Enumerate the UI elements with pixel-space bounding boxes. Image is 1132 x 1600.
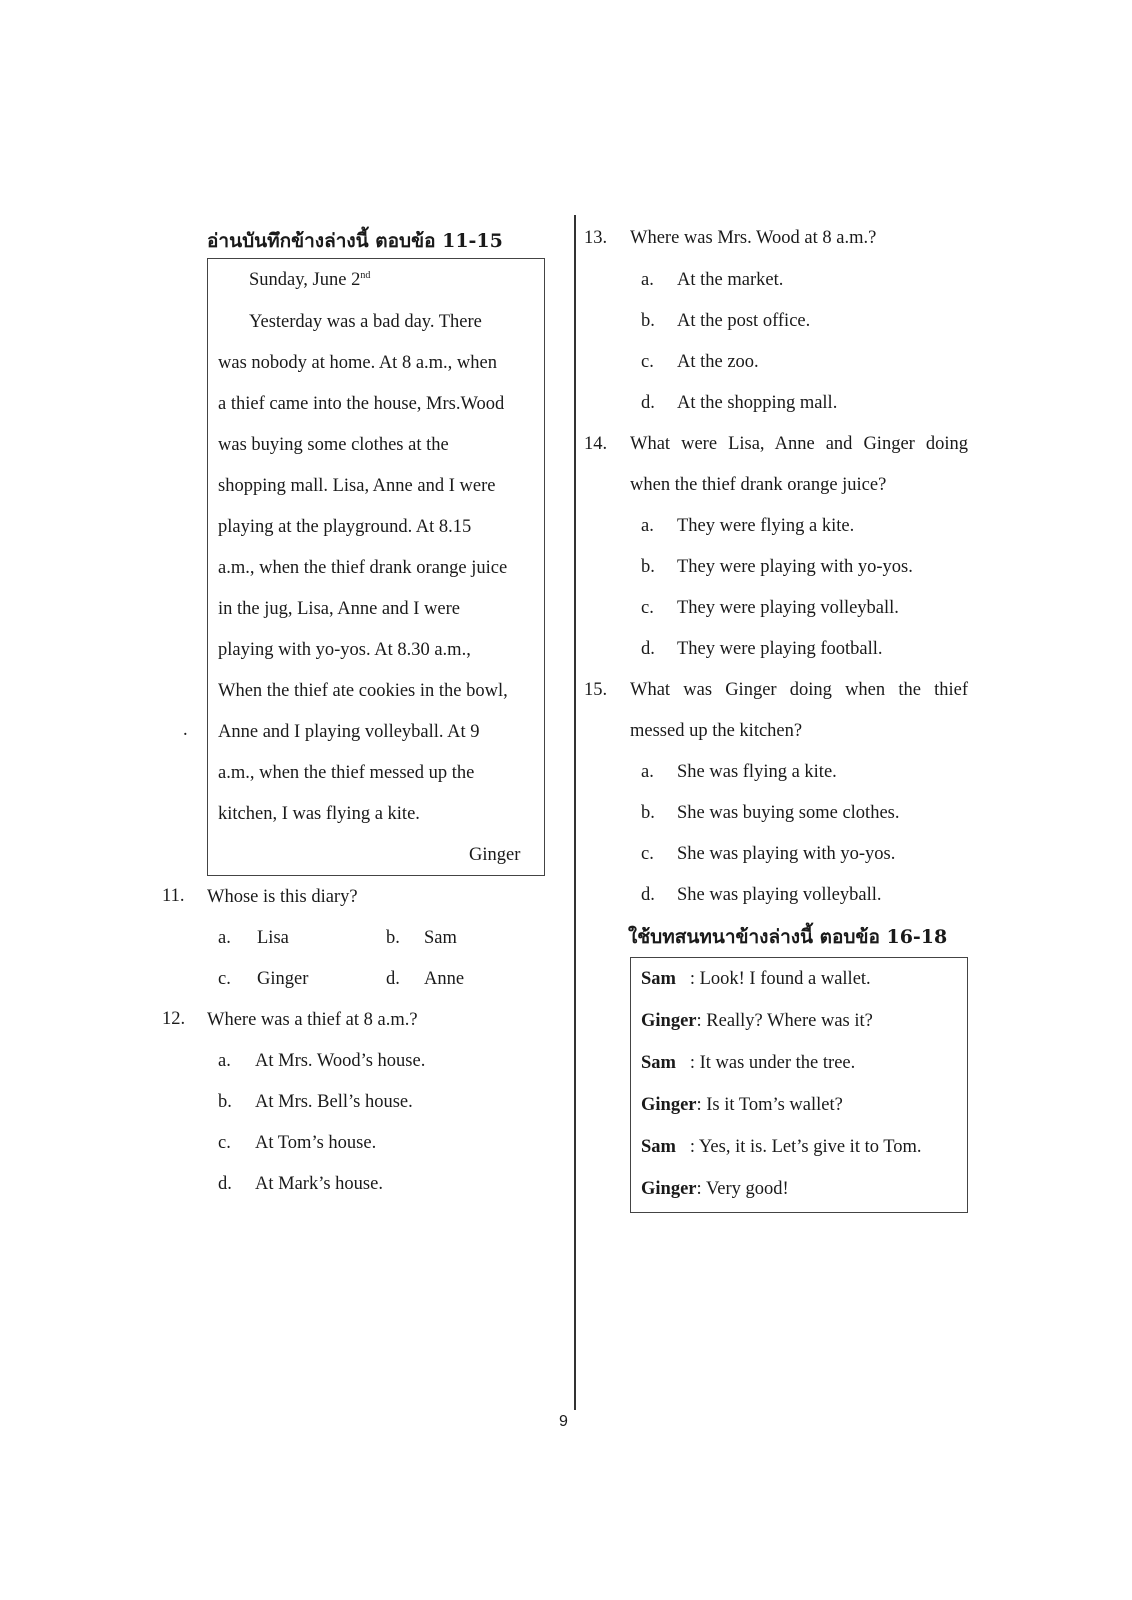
column-divider [574,215,576,1410]
option-text: She was playing volleyball. [677,885,882,905]
dialogue-text: It was under the tree. [699,1053,856,1073]
option-letter: a. [641,270,654,290]
dialogue-speaker: Sam [641,969,676,989]
question-text-14-line1: What were Lisa, Anne and Ginger doing [630,434,968,454]
option-letter: a. [641,516,654,536]
option-text: At the post office. [677,311,811,331]
dialogue-separator: : [675,969,700,989]
dialogue-text: Very good! [705,1179,789,1199]
question-text-15-line1: What was Ginger doing when the thief [630,680,968,700]
question-text-15-line2: messed up the kitchen? [630,721,803,741]
diary-line: When the thief ate cookies in the bowl, [218,681,508,701]
option-letter: c. [641,598,654,618]
dialogue-separator: : [696,1095,707,1115]
question-text-14-line2: when the thief drank orange juice? [630,475,887,495]
question-text-12: Where was a thief at 8 a.m.? [207,1010,418,1030]
option-letter: c. [641,844,654,864]
section-heading-11-15: อ่านบันทึกข้างล่างนี้ ตอบข้อ 11-15 [207,230,503,252]
diary-line: a.m., when the thief messed up the [218,763,475,783]
option-letter: d. [641,393,655,413]
question-number-14: 14. [584,434,608,454]
question-text-13: Where was Mrs. Wood at 8 a.m.? [630,228,877,248]
option-letter: b. [218,1092,232,1112]
option-text: Lisa [257,928,289,948]
option-text: They were playing with yo-yos. [677,557,913,577]
dialogue-speaker: Sam [641,1053,676,1073]
section-heading-16-18: ใช้บทสนทนาข้างล่างนี้ ตอบข้อ 16-18 [628,926,948,948]
dialogue-speaker: Ginger [641,1095,697,1115]
option-letter: a. [218,1051,231,1071]
option-text: Sam [424,928,457,948]
option-text: Ginger [257,969,309,989]
option-letter: d. [641,885,655,905]
diary-line: Anne and I playing volleyball. At 9 [218,722,480,742]
question-number-15: 15. [584,680,608,700]
option-letter: a. [218,928,231,948]
dialogue-line [641,1137,922,1158]
diary-line: playing with yo-yos. At 8.30 a.m., [218,640,471,660]
question-number-13: 13. [584,228,608,248]
diary-line: shopping mall. Lisa, Anne and I were [218,476,496,496]
option-text: She was buying some clothes. [677,803,900,823]
diary-line: playing at the playground. At 8.15 [218,517,472,537]
option-text: At Mrs. Wood’s house. [255,1051,426,1071]
question-text-11: Whose is this diary? [207,887,358,907]
dialogue-text: Yes, it is. Let’s give it to Tom. [698,1137,922,1157]
dialogue-box [630,957,968,1213]
option-text: They were playing football. [677,639,883,659]
diary-line: was buying some clothes at the [218,435,449,455]
dialogue-separator: : [696,1011,707,1031]
option-text: At the zoo. [677,352,759,372]
diary-line: in the jug, Lisa, Anne and I were [218,599,460,619]
diary-signature: Ginger [469,845,521,865]
option-text: At the market. [677,270,784,290]
option-text: They were flying a kite. [677,516,855,536]
option-text: At Mark’s house. [255,1174,383,1194]
option-text: At Mrs. Bell’s house. [255,1092,413,1112]
diary-line: a thief came into the house, Mrs.Wood [218,394,505,414]
diary-line: a.m., when the thief drank orange juice [218,558,508,578]
option-letter: b. [641,803,655,823]
dialogue-speaker: Sam [641,1137,676,1157]
option-text: At Tom’s house. [255,1133,377,1153]
dialogue-speaker: Ginger [641,1011,697,1031]
option-letter: c. [218,969,231,989]
option-text: At the shopping mall. [677,393,838,413]
option-letter: c. [218,1133,231,1153]
option-letter: d. [386,969,400,989]
page-number: 9 [559,1413,568,1430]
option-letter: d. [641,639,655,659]
dialogue-separator: : [675,1053,700,1073]
stray-mark: . [183,720,188,740]
diary-date: Sunday, June 2nd [249,270,371,291]
dialogue-line [641,1095,843,1116]
option-text: She was flying a kite. [677,762,837,782]
dialogue-line [641,1179,789,1200]
diary-line: Yesterday was a bad day. There [249,312,482,332]
question-number-11: 11. [162,886,185,906]
option-letter: d. [218,1174,232,1194]
option-letter: b. [641,311,655,331]
option-text: Anne [424,969,465,989]
option-letter: b. [641,557,655,577]
dialogue-line [641,969,871,990]
option-text: She was playing with yo-yos. [677,844,896,864]
dialogue-line [641,1053,855,1074]
dialogue-separator: : [675,1137,699,1157]
dialogue-text: Is it Tom’s wallet? [706,1095,843,1115]
dialogue-separator: : [696,1179,706,1199]
diary-line: kitchen, I was flying a kite. [218,804,420,824]
dialogue-speaker: Ginger [641,1179,697,1199]
dialogue-text: Really? Where was it? [706,1011,873,1031]
option-letter: c. [641,352,654,372]
dialogue-line [641,1011,873,1032]
dialogue-text: Look! I found a wallet. [699,969,871,989]
diary-line: was nobody at home. At 8 a.m., when [218,353,497,373]
question-number-12: 12. [162,1009,186,1029]
option-letter: a. [641,762,654,782]
option-letter: b. [386,928,400,948]
option-text: They were playing volleyball. [677,598,899,618]
